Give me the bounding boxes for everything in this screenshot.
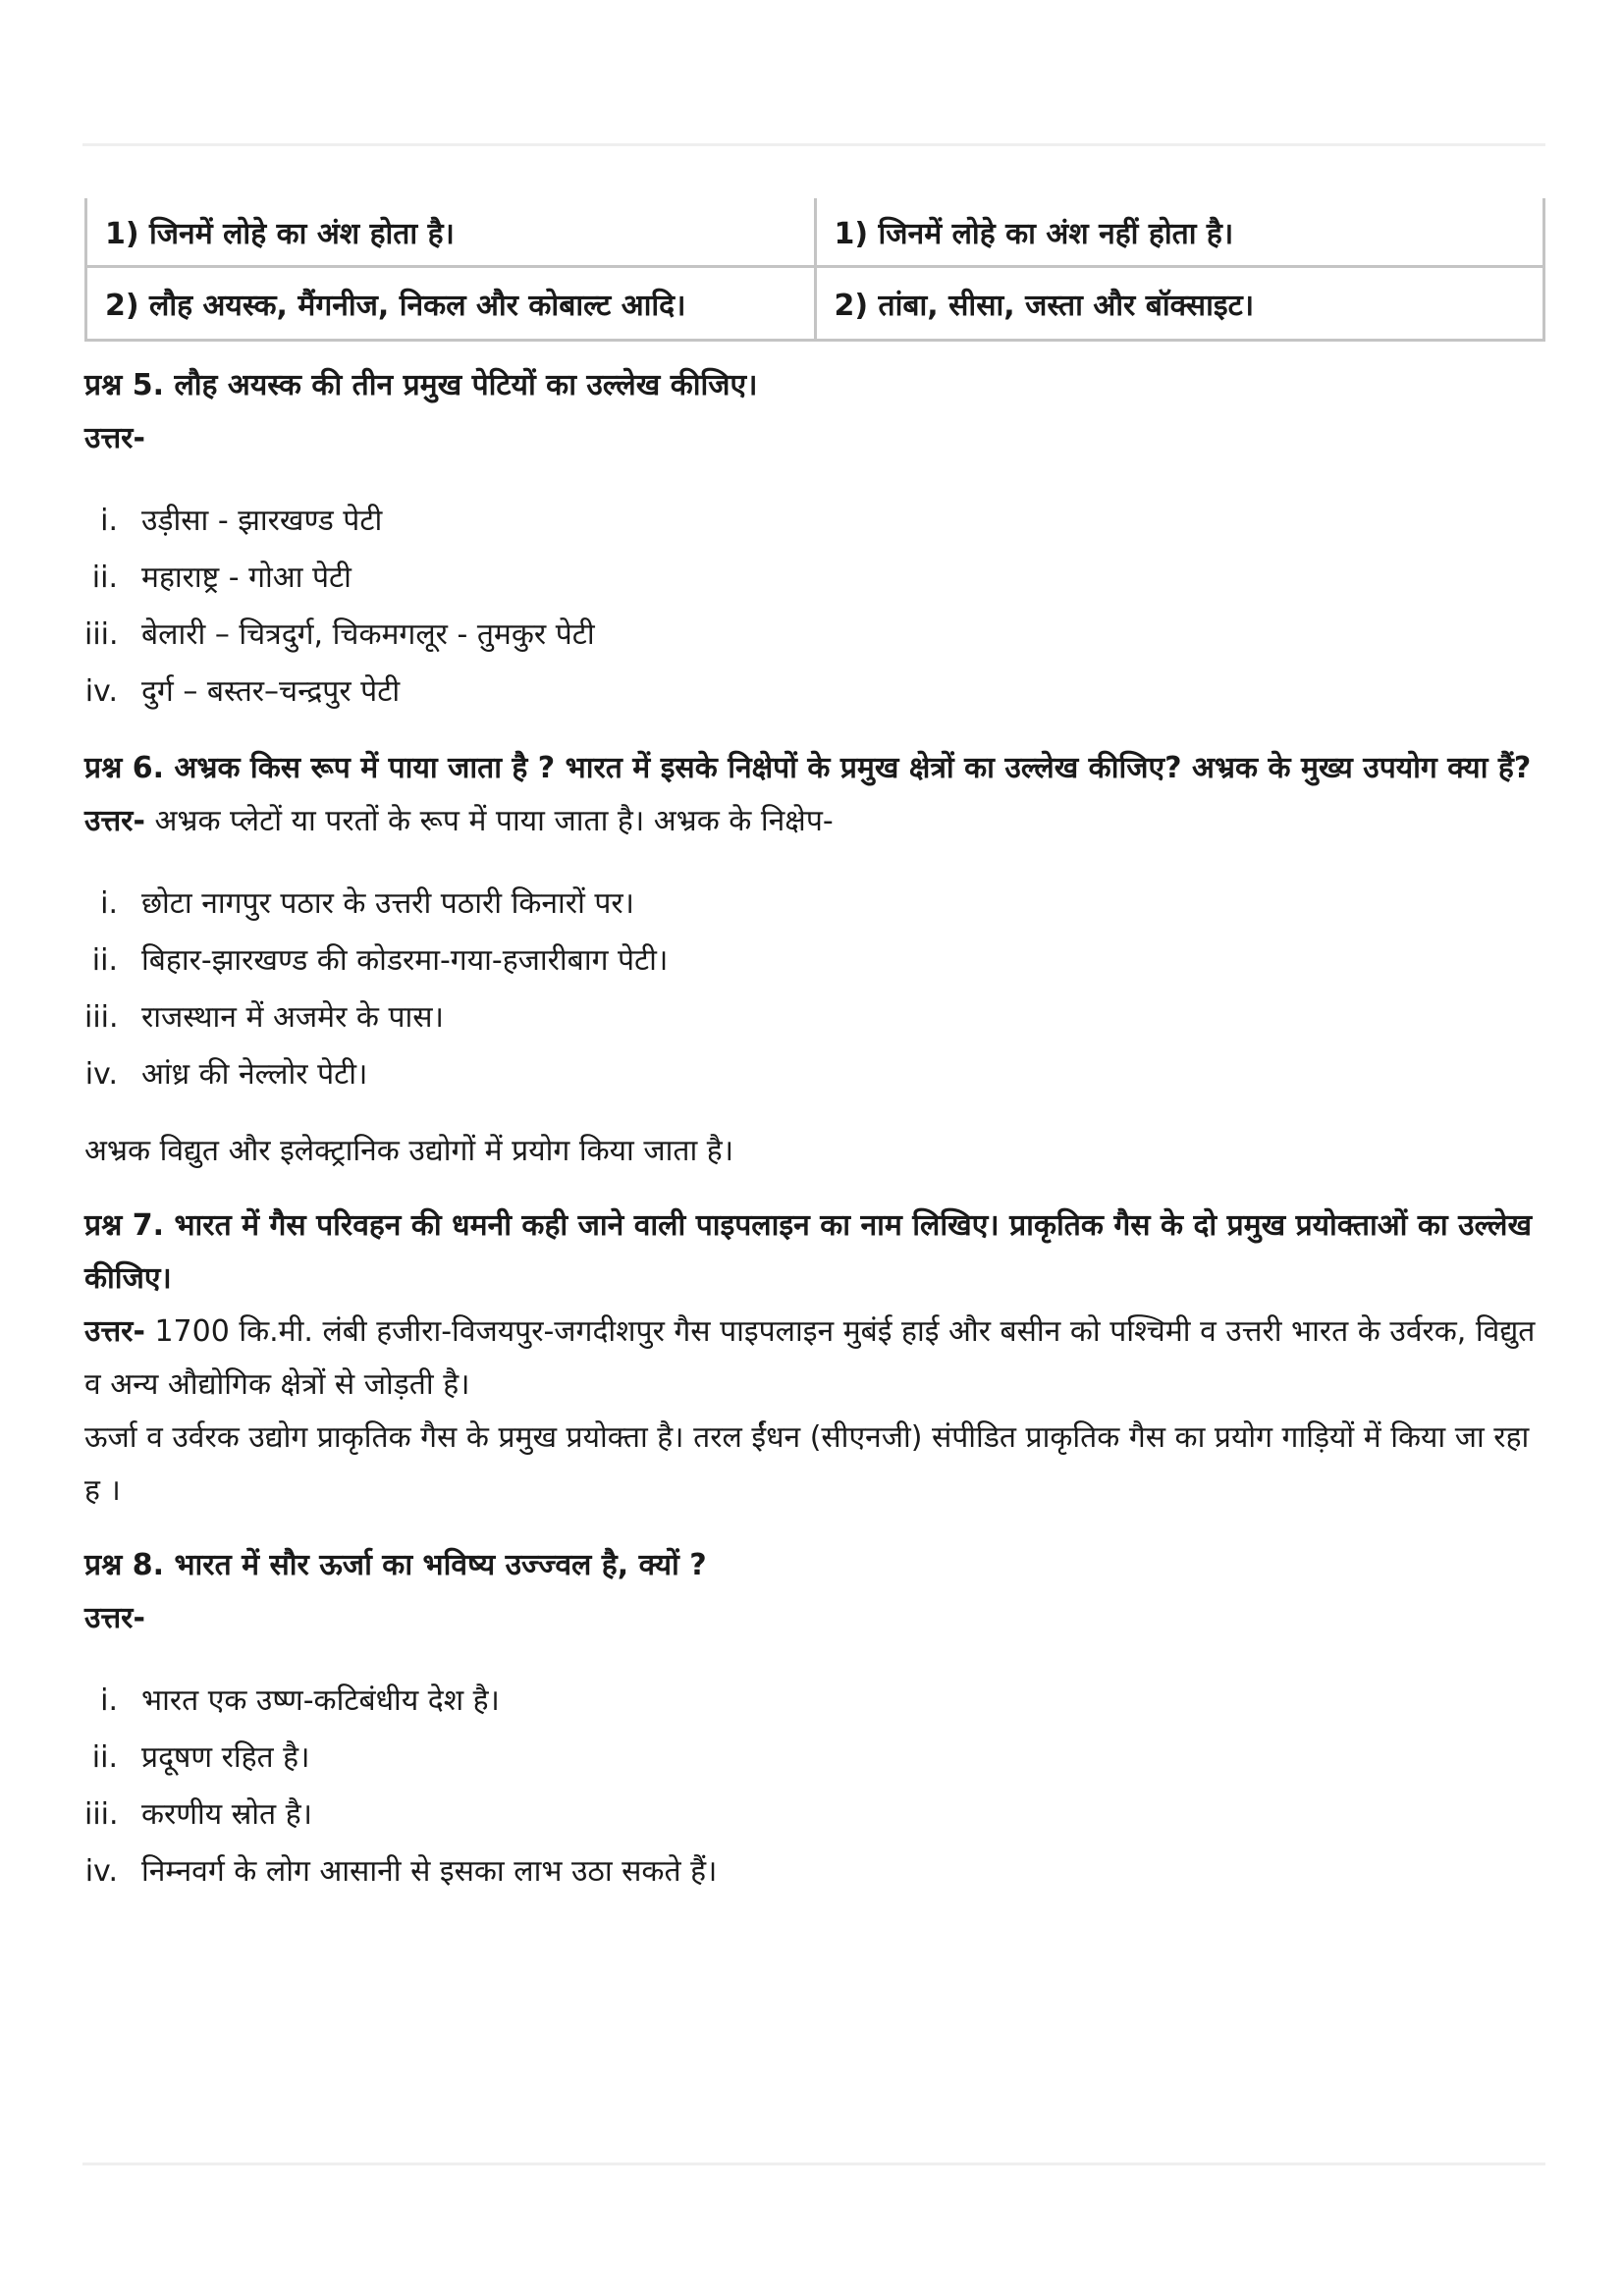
table-row bbox=[86, 267, 1544, 341]
document-body bbox=[84, 198, 1545, 1900]
list-item: iv. दुर्ग – बस्तर–चन्द्रपुर पेटी bbox=[84, 674, 401, 709]
answer-6: उत्तर- अभ्रक प्लेटों या परतों के रूप में पाया जाता है। अभ्रक के निक्षेप- bbox=[84, 804, 834, 838]
table-cell: 1) जिनमें लोहे का अंश होता है। bbox=[86, 198, 816, 267]
list-item: i. भारत एक उष्ण-कटिबंधीय देश है। bbox=[100, 1683, 500, 1718]
question-5: प्रश्न 5. लौह अयस्क की तीन प्रमुख पेटियों का उल्लेख कीजिए। bbox=[84, 368, 758, 402]
list-item: iii. करणीय स्रोत है। bbox=[84, 1797, 312, 1832]
list-item: ii. बिहार-झारखण्ड की कोडरमा-गया-हजारीबाग पेटी। bbox=[91, 943, 669, 978]
footer-divider bbox=[82, 2163, 1545, 2165]
list-item: iii. बेलारी – चित्रदुर्ग, चिकमगलूर - तुमकुर पेटी bbox=[84, 617, 595, 652]
list-item: iv. आंध्र की नेल्लोर पेटी। bbox=[84, 1057, 368, 1092]
question-8: प्रश्न 8. भारत में सौर ऊर्जा का भविष्य उज्ज्वल है, क्यों ? bbox=[84, 1548, 707, 1582]
table-cell: 1) जिनमें लोहे का अंश नहीं होता है। bbox=[815, 198, 1544, 267]
list-item: ii. महाराष्ट्र - गोआ पेटी bbox=[91, 561, 352, 595]
answer-7-continued: ऊर्जा व उर्वरक उद्योग प्राकृतिक गैस के प्रमुख प्रयोक्ता है। तरल ईंधन (सीएनजी) संपीडित प्राकृतिक गैस का प्रयोग गाड़ियों में किया जा रहा ह । bbox=[84, 1420, 1530, 1508]
comparison-table bbox=[84, 198, 1545, 342]
list-item: iv. निम्नवर्ग के लोग आसानी से इसका लाभ उठा सकते हैं। bbox=[84, 1854, 718, 1889]
table-row bbox=[86, 198, 1544, 267]
answer-5-label: उत्तर- bbox=[84, 421, 145, 455]
answer-7: उत्तर- 1700 कि.मी. लंबी हजीरा-विजयपुर-जगदीशपुर गैस पाइपलाइन मुबंई हाई और बसीन को पश्चिमी व उत्तरी भारत के उर्वरक, विद्युत व अन्य औद्योगिक क्षेत्रों से जोड़ती है। bbox=[84, 1314, 1536, 1402]
list-item: i. छोटा नागपुर पठार के उत्तरी पठारी किनारों पर। bbox=[100, 886, 635, 921]
answer-8-list bbox=[84, 1673, 1545, 1900]
answer-8-label: उत्तर- bbox=[84, 1601, 145, 1635]
answer-6-list bbox=[84, 876, 1545, 1103]
header-divider bbox=[82, 143, 1545, 146]
list-item: ii. प्रदूषण रहित है। bbox=[91, 1740, 310, 1775]
table-cell: 2) लौह अयस्क, मैंगनीज, निकल और कोबाल्ट आदि। bbox=[86, 267, 816, 341]
answer-5-list bbox=[84, 493, 1545, 721]
list-item: i. उड़ीसा - झारखण्ड पेटी bbox=[100, 504, 383, 538]
question-7: प्रश्न 7. भारत में गैस परिवहन की धमनी कही जाने वाली पाइपलाइन का नाम लिखिए। प्राकृतिक गैस के दो प्रमुख प्रयोक्ताओं का उल्लेख कीजिए। bbox=[84, 1208, 1532, 1296]
table-cell: 2) तांबा, सीसा, जस्ता और बॉक्साइट। bbox=[815, 267, 1544, 341]
answer-6-closing: अभ्रक विद्युत और इलेक्ट्रानिक उद्योगों में प्रयोग किया जाता है। bbox=[84, 1134, 734, 1168]
list-item: iii. राजस्थान में अजमेर के पास। bbox=[84, 1000, 444, 1035]
question-6: प्रश्न 6. अभ्रक किस रूप में पाया जाता है ? भारत में इसके निक्षेपों के प्रमुख क्षेत्रों का उल्लेख कीजिए? अभ्रक के मुख्य उपयोग क्या हैं? bbox=[84, 751, 1532, 785]
